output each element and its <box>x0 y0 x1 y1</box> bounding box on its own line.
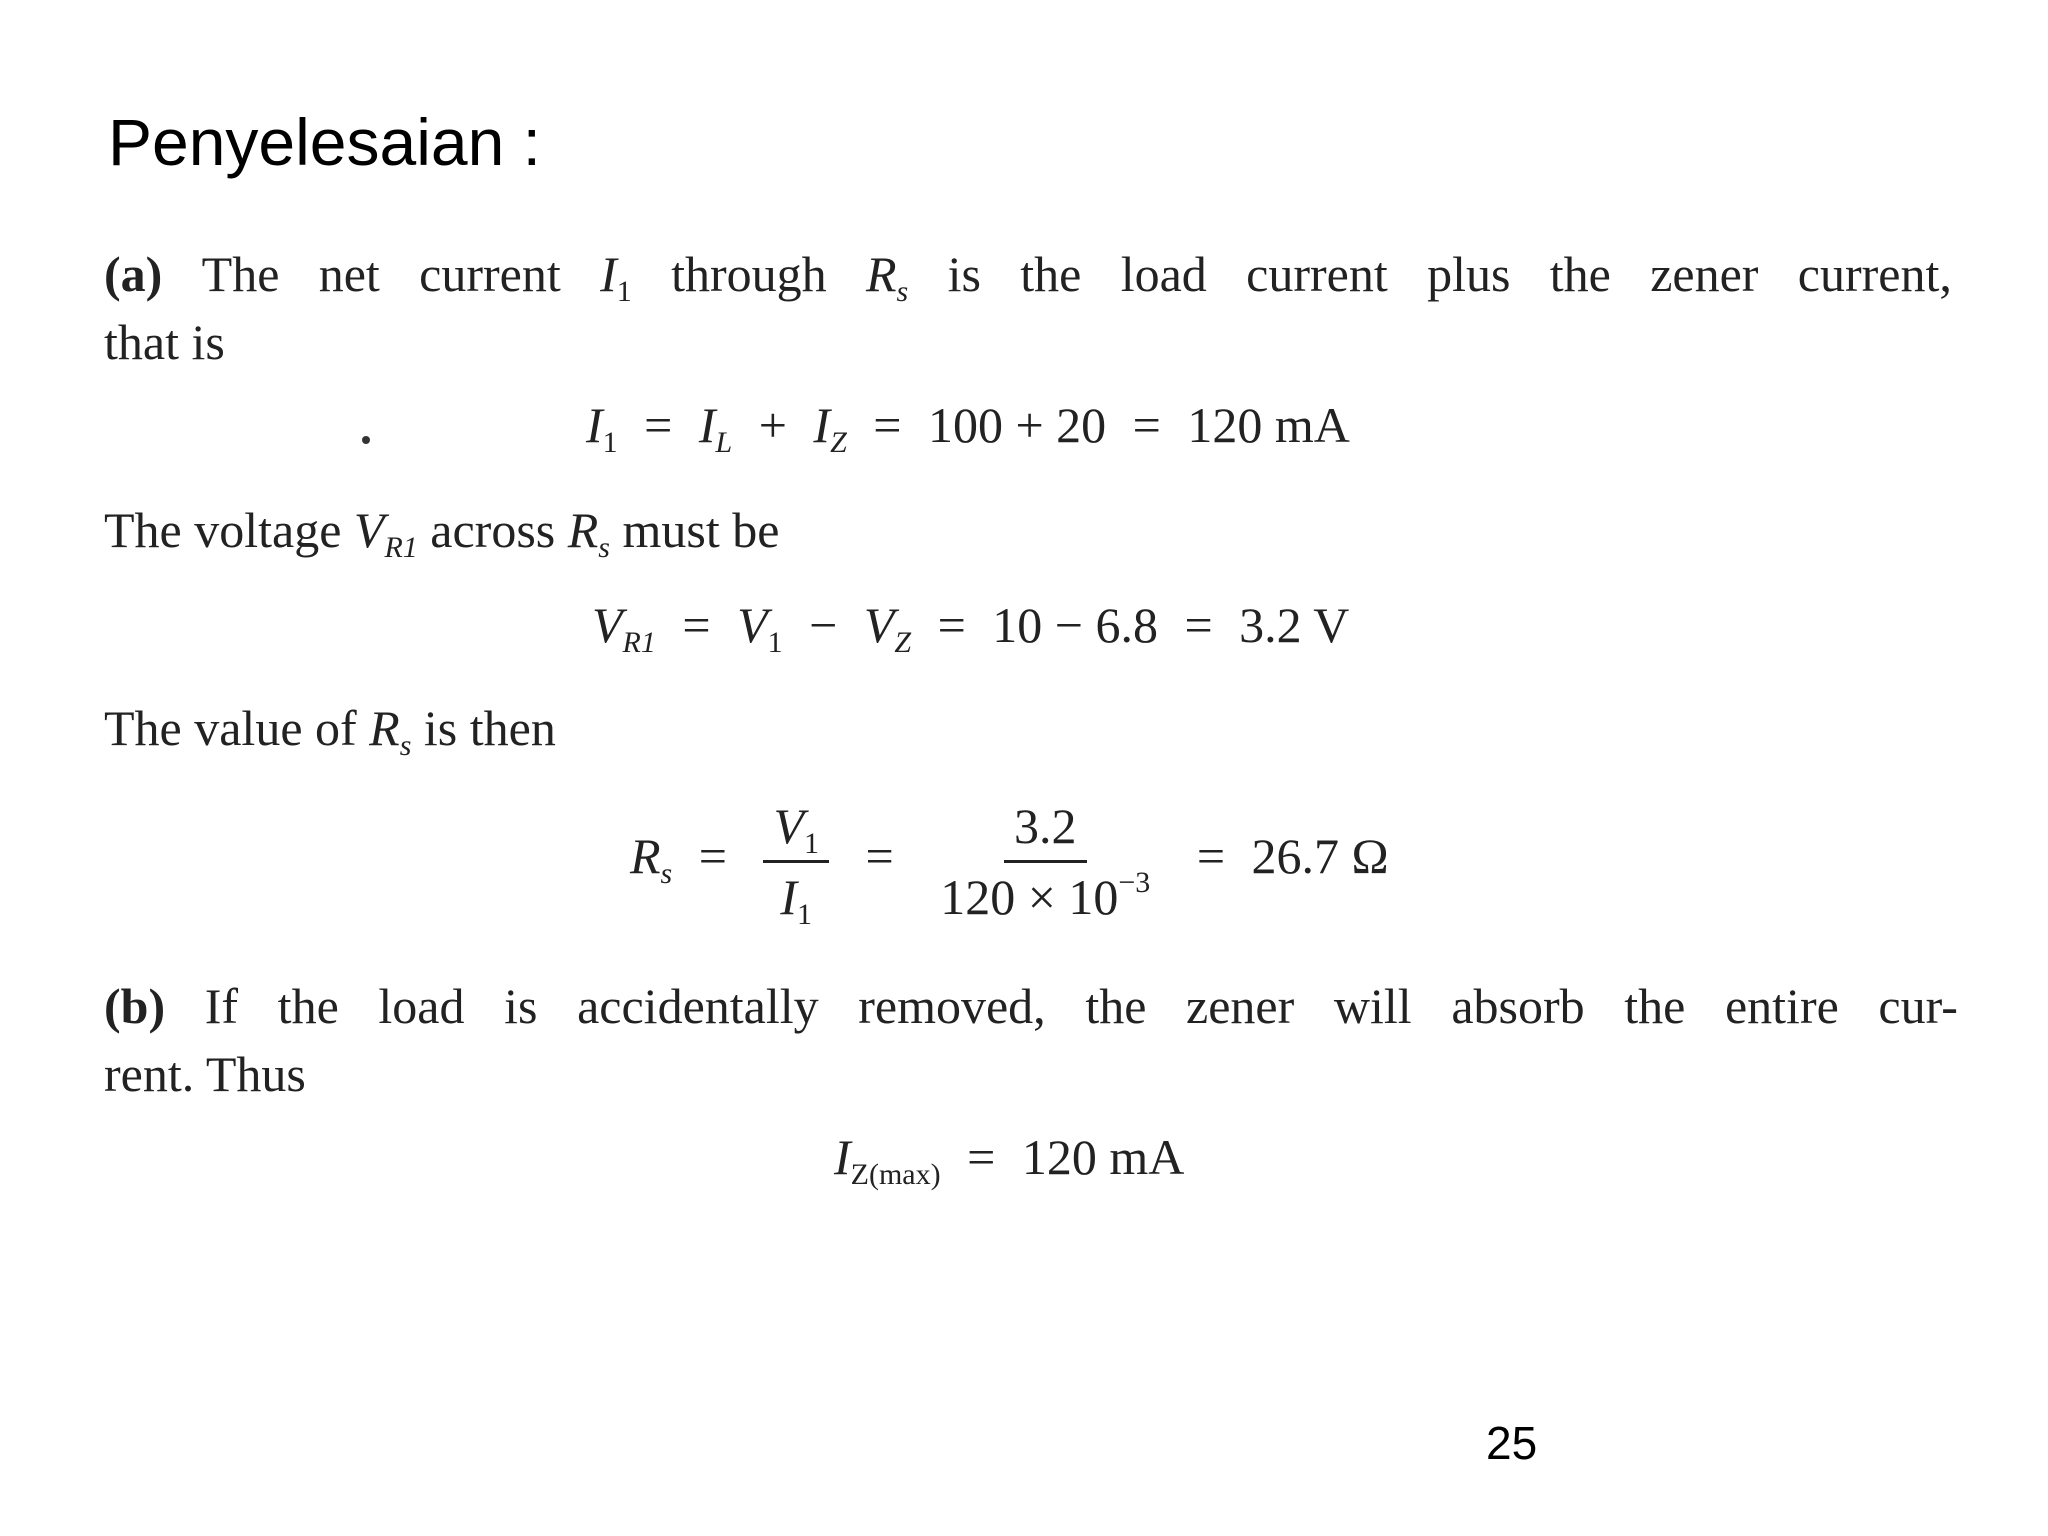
part-b-line-2: rent. Thus <box>104 1046 306 1102</box>
word: through <box>671 246 827 302</box>
fraction-v1-over-i1: $\frac{V_1}{I_1}$ <box>763 796 829 927</box>
voltage-sentence: The voltage $V_{R1}$ across $R_s$ must be <box>104 502 780 564</box>
part-a-line-2: that is <box>104 314 225 370</box>
word: the <box>277 978 339 1034</box>
value-sentence: The value of $R_s$ is then <box>104 700 556 762</box>
symbol-rs: $R_s$ <box>865 246 909 308</box>
word: absorb <box>1451 978 1585 1034</box>
word: the <box>1085 978 1147 1034</box>
part-a-paragraph <box>104 240 1952 376</box>
fraction-numeric: $\frac{3.2}{120 \times 10^{-3}}$ <box>940 798 1151 925</box>
word: is <box>947 246 981 302</box>
equation-resistance: $R_s$ = $\frac{V_1}{I_1}$ = $\frac{3.2}{120 \times 10^{-3}}$ = 26.7 Ω <box>630 798 1389 931</box>
part-a-line-1 <box>104 240 1952 308</box>
part-a-label: (a) <box>104 246 163 302</box>
page-number: 25 <box>1486 1417 1538 1469</box>
word: current <box>419 246 561 302</box>
word: zener <box>1650 246 1759 302</box>
word: current <box>1246 246 1388 302</box>
word: the <box>1549 246 1611 302</box>
word: is <box>504 978 538 1034</box>
word: zener <box>1186 978 1295 1034</box>
equation-net-current: $I_1 = I_L + I_Z = 100 + 20 = 120$ mA <box>586 397 1350 459</box>
part-b-line-1 <box>104 972 1958 1040</box>
word: load <box>1120 246 1207 302</box>
word: the <box>1020 246 1082 302</box>
word: entire <box>1724 978 1839 1034</box>
part-b-label: (b) <box>104 978 166 1034</box>
equation-voltage: $V_{R1} = V_1 - V_Z = 10 - 6.8 = 3.2$ V <box>592 597 1350 659</box>
word: removed, <box>858 978 1046 1034</box>
word: cur- <box>1878 978 1958 1034</box>
word: net <box>318 246 380 302</box>
stray-dot <box>362 436 370 444</box>
word: load <box>378 978 465 1034</box>
word: plus <box>1427 246 1511 302</box>
word: will <box>1333 978 1412 1034</box>
word: The <box>201 246 280 302</box>
symbol-i1: $I_1$ <box>600 246 632 308</box>
slide-title: Penyelesaian : <box>108 105 541 179</box>
word: current, <box>1797 246 1952 302</box>
word: If <box>204 978 239 1034</box>
part-b-paragraph <box>104 972 1958 1108</box>
word: the <box>1624 978 1686 1034</box>
word: accidentally <box>577 978 819 1034</box>
equation-zener-max: $I_{Z(max)} = 120$ mA <box>834 1129 1185 1191</box>
